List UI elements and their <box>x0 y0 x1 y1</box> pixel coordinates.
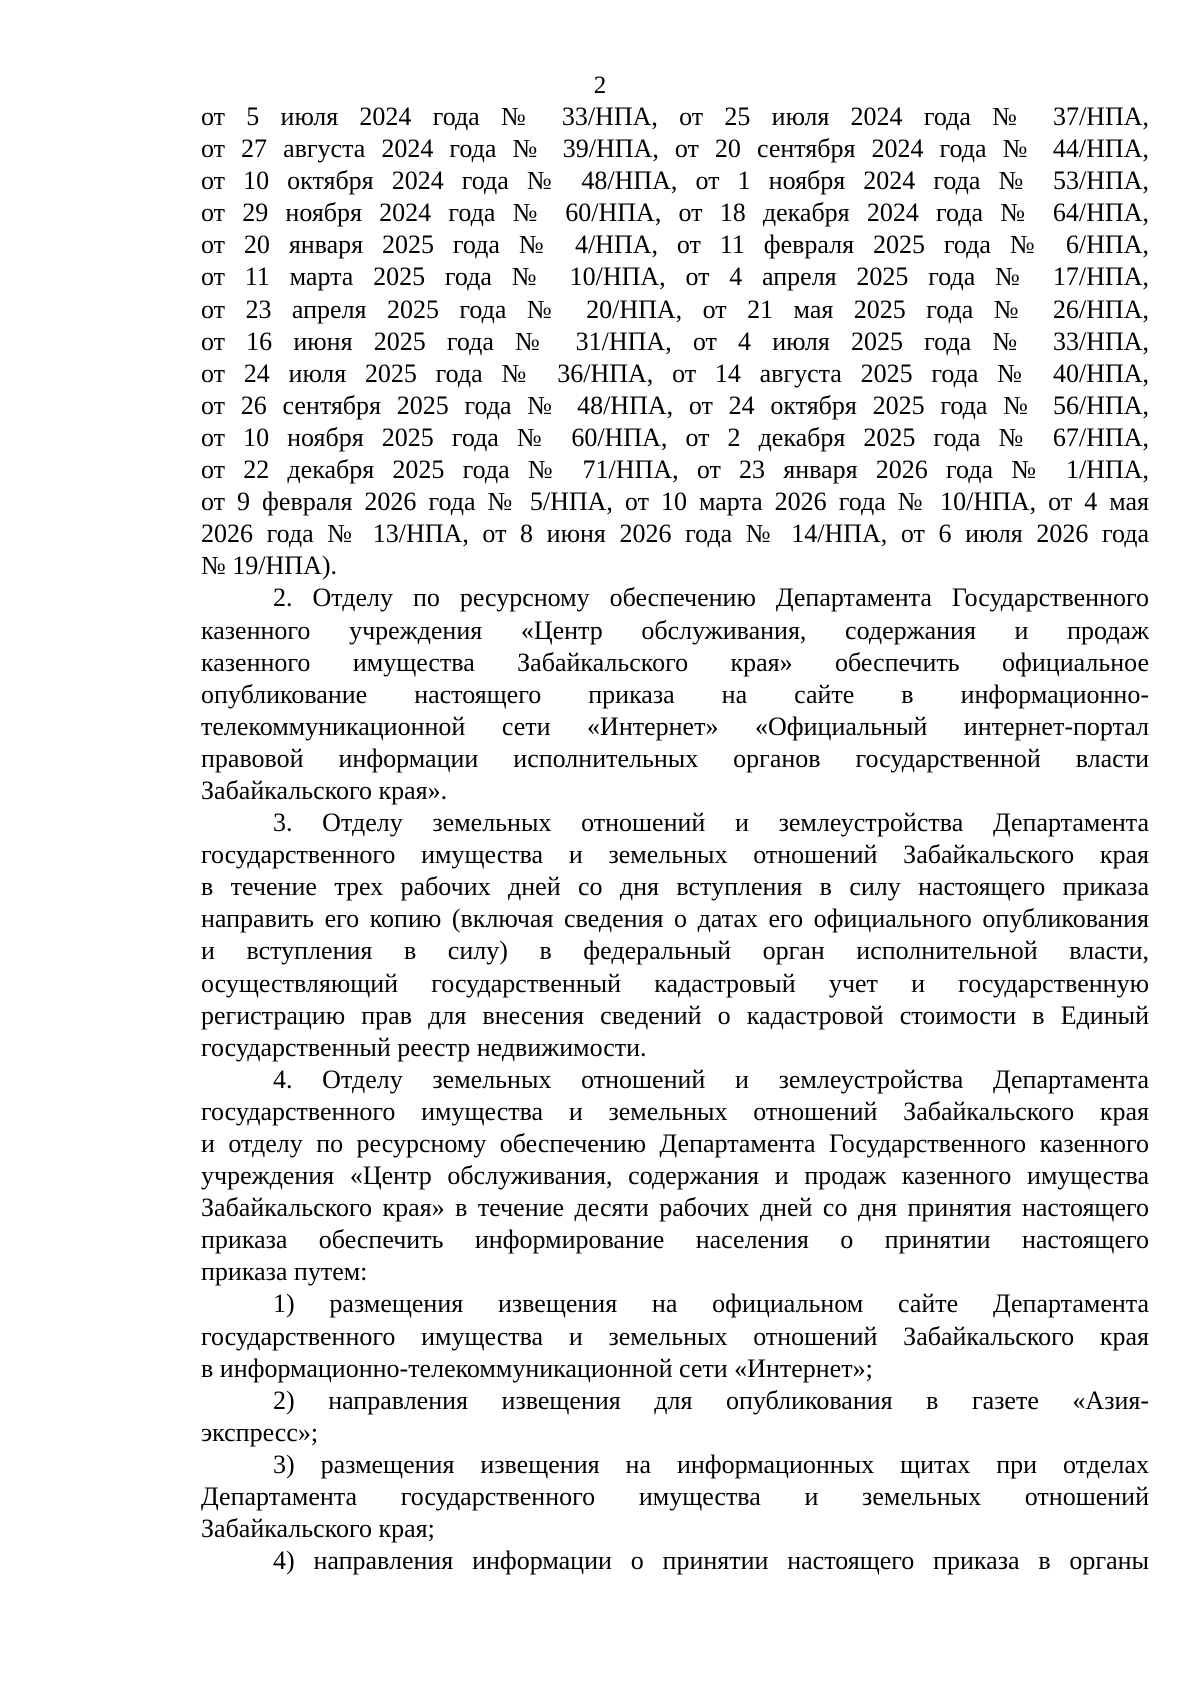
text-line: и вступления в силу) в федеральный орган исполнительной власти, <box>201 936 1149 966</box>
text-line: государственный реестр недвижимости. <box>201 1032 647 1062</box>
paragraph-2-first-line: 2. Отделу по ресурсному обеспечению Департамента Государственного <box>273 583 1149 613</box>
text-line: от 24 июля 2025 года № 36/НПА, от 14 августа 2025 года № 40/НПА, <box>201 358 1149 388</box>
text-line: от 29 ноября 2024 года № 60/НПА, от 18 декабря 2024 года № 64/НПА, <box>201 198 1149 228</box>
list-item-1-first-line: 1) размещения извещения на официальном сайте Департамента <box>273 1289 1149 1319</box>
text-line: экспресс»; <box>201 1417 319 1447</box>
document-body <box>201 101 1149 1577</box>
text-line: государственного имущества и земельных отношений Забайкальского края <box>201 840 1149 870</box>
text-line: от 20 января 2025 года № 4/НПА, от 11 февраля 2025 года № 6/НПА, <box>201 230 1149 260</box>
text-line: опубликование настоящего приказа на сайте в информационно- <box>201 679 1149 709</box>
text-line: в информационно-телекоммуникационной сети «Интернет»; <box>201 1353 873 1383</box>
text-line: телекоммуникационной сети «Интернет» «Официальный интернет-портал <box>201 711 1149 741</box>
text-line: от 27 августа 2024 года № 39/НПА, от 20 сентября 2024 года № 44/НПА, <box>201 134 1149 164</box>
text-line: учреждения «Центр обслуживания, содержания и продаж казенного имущества <box>201 1161 1149 1191</box>
text-line: № 19/НПА). <box>201 551 338 581</box>
list-item-4-first-line: 4) направления информации о принятии настоящего приказа в органы <box>273 1546 1149 1576</box>
text-line: приказа обеспечить информирование населения о принятии настоящего <box>201 1225 1149 1255</box>
text-line: Забайкальского края» в течение десяти рабочих дней со дня принятия настоящего <box>201 1193 1149 1223</box>
text-line: Забайкальского края». <box>201 775 448 805</box>
text-line: от 11 марта 2025 года № 10/НПА, от 4 апреля 2025 года № 17/НПА, <box>201 262 1149 292</box>
text-line: от 5 июля 2024 года № 33/НПА, от 25 июля 2024 года № 37/НПА, <box>201 102 1149 131</box>
text-line: приказа путем: <box>201 1257 368 1287</box>
text-line: от 9 февраля 2026 года № 5/НПА, от 10 марта 2026 года № 10/НПА, от 4 мая <box>201 487 1149 517</box>
page-number: 2 <box>593 72 607 99</box>
list-item-2-first-line: 2) направления извещения для опубликования в газете «Азия- <box>273 1385 1149 1415</box>
text-line: Забайкальского края; <box>201 1514 435 1544</box>
text-line: казенного имущества Забайкальского края» обеспечить официальное <box>201 647 1149 677</box>
text-line: от 23 апреля 2025 года № 20/НПА, от 21 мая 2025 года № 26/НПА, <box>201 294 1149 324</box>
text-line: от 16 июня 2025 года № 31/НПА, от 4 июля 2025 года № 33/НПА, <box>201 326 1149 356</box>
text-line: государственного имущества и земельных отношений Забайкальского края <box>201 1321 1149 1351</box>
text-line: казенного учреждения «Центр обслуживания, содержания и продаж <box>201 615 1149 645</box>
text-line: Департамента государственного имущества и земельных отношений <box>201 1482 1149 1512</box>
text-line: от 26 сентября 2025 года № 48/НПА, от 24 октября 2025 года № 56/НПА, <box>201 390 1149 420</box>
paragraph-4-first-line: 4. Отделу земельных отношений и землеустройства Департамента <box>273 1064 1149 1094</box>
paragraph-3-first-line: 3. Отделу земельных отношений и землеустройства Департамента <box>273 808 1149 838</box>
text-line: от 22 декабря 2025 года № 71/НПА, от 23 января 2026 года № 1/НПА, <box>201 455 1149 485</box>
text-line: и отделу по ресурсному обеспечению Департамента Государственного казенного <box>201 1129 1149 1158</box>
text-line: направить его копию (включая сведения о датах его официального опубликования <box>201 904 1149 934</box>
text-line: 2026 года № 13/НПА, от 8 июня 2026 года № 14/НПА, от 6 июля 2026 года <box>201 519 1149 549</box>
list-item-3-first-line: 3) размещения извещения на информационных щитах при отделах <box>273 1449 1149 1479</box>
text-line: правовой информации исполнительных органов государственной власти <box>201 743 1149 773</box>
text-line: государственного имущества и земельных отношений Забайкальского края <box>201 1096 1149 1126</box>
text-line: регистрацию прав для внесения сведений о кадастровой стоимости в Единый <box>201 1000 1149 1030</box>
text-line: в течение трех рабочих дней со дня вступления в силу настоящего приказа <box>201 872 1149 902</box>
text-line: от 10 октября 2024 года № 48/НПА, от 1 ноября 2024 года № 53/НПА, <box>201 166 1149 196</box>
text-line: от 10 ноября 2025 года № 60/НПА, от 2 декабря 2025 года № 67/НПА, <box>201 422 1149 452</box>
text-line: осуществляющий государственный кадастровый учет и государственную <box>201 968 1149 998</box>
